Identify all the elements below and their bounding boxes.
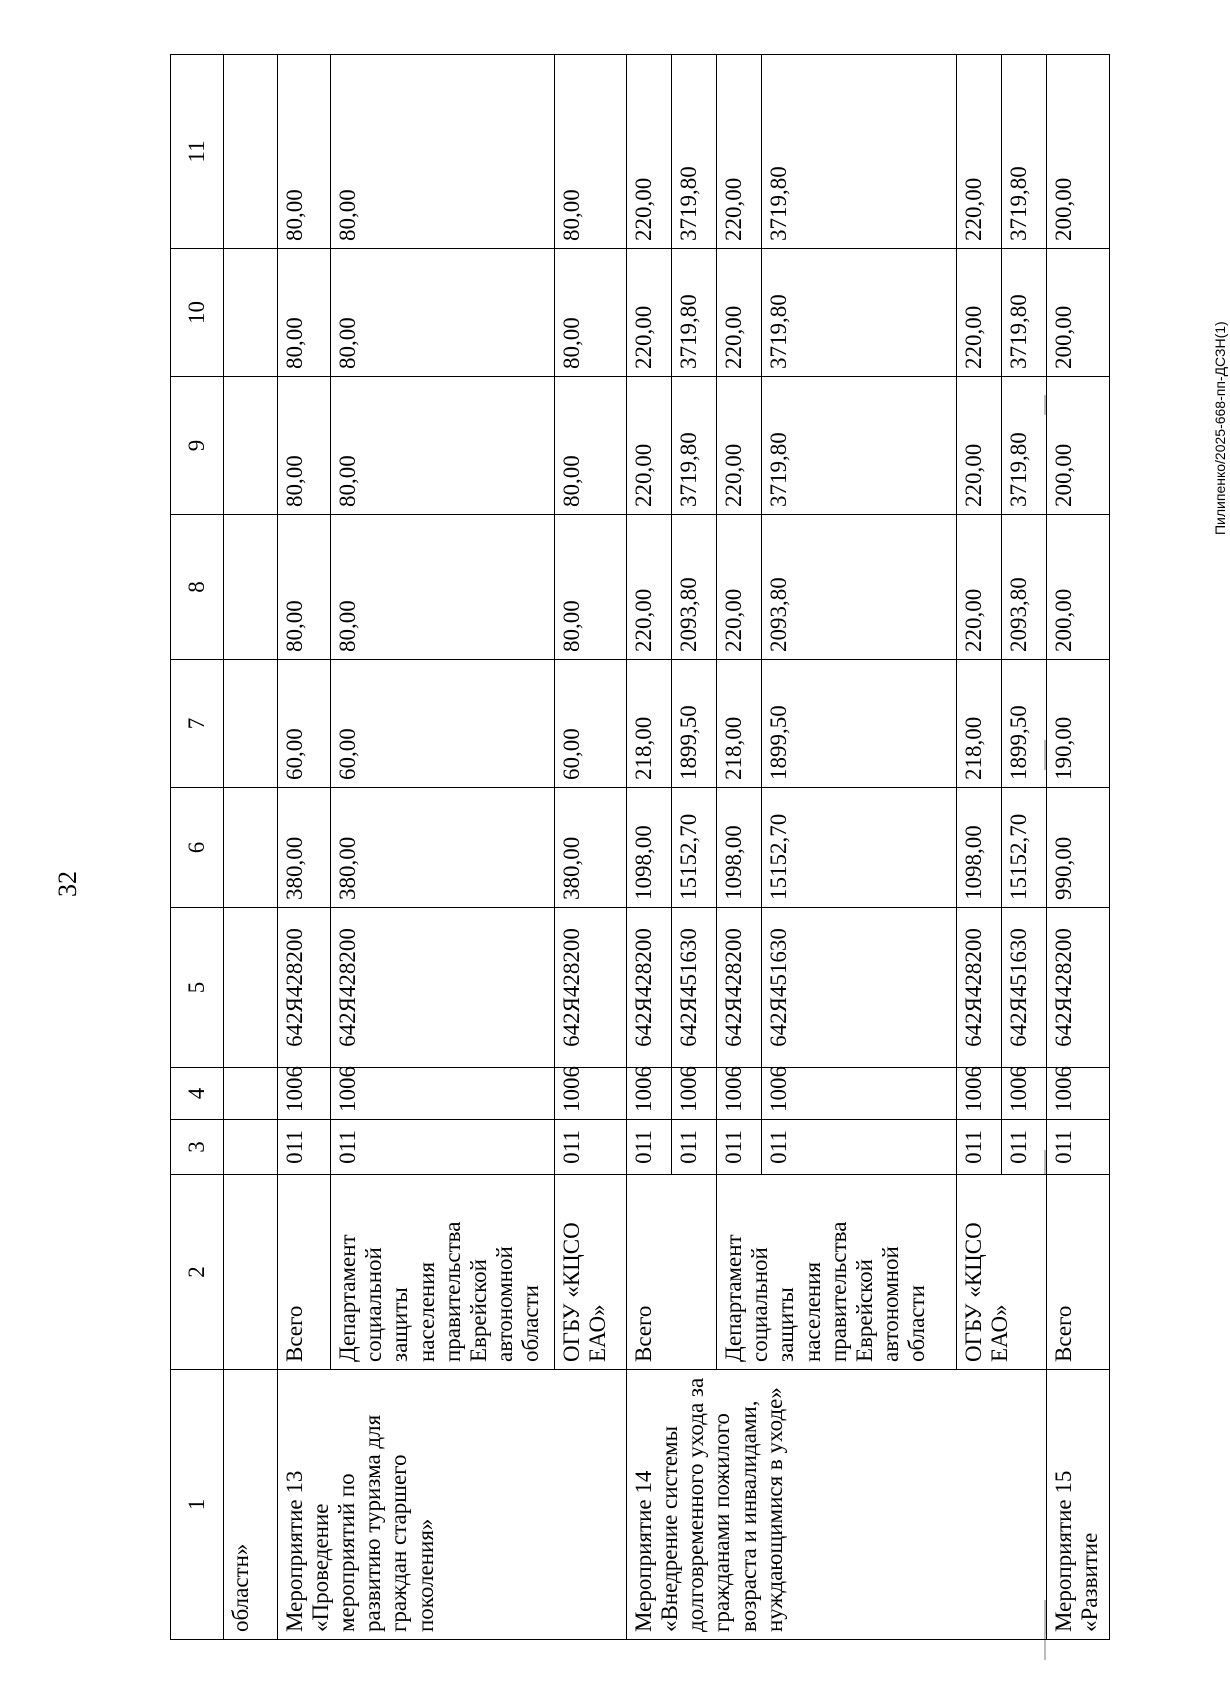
cell: 80,00 <box>277 515 330 660</box>
page-number: 32 <box>53 871 82 897</box>
cell: 80,00 <box>555 515 627 660</box>
cell: 80,00 <box>277 377 330 515</box>
cell: 642Я428200 <box>277 908 330 1068</box>
cell: 011 <box>626 1120 671 1175</box>
empty-cell <box>224 249 277 377</box>
cell: 1006 <box>277 1068 330 1120</box>
cell: 642Я428200 <box>555 908 627 1068</box>
cell: 200,00 <box>1046 55 1109 249</box>
cell: 220,00 <box>716 249 761 377</box>
table-row <box>224 55 277 1640</box>
cell: 642Я428200 <box>626 908 671 1068</box>
cell: 990,00 <box>1046 788 1109 908</box>
cell: 3719,80 <box>671 377 716 515</box>
cell: 3719,80 <box>1001 55 1046 249</box>
cell: 220,00 <box>626 249 671 377</box>
cell: Всего <box>626 1175 716 1370</box>
cell: 218,00 <box>716 660 761 788</box>
cell: 1899,50 <box>762 660 957 788</box>
cell: Всего <box>277 1175 330 1370</box>
activity-15-title: Мероприятие 15 «Развитие <box>1046 1370 1109 1640</box>
col-header: 2 <box>171 1175 224 1370</box>
cell: 80,00 <box>555 377 627 515</box>
cell: 80,00 <box>330 249 554 377</box>
cell: 220,00 <box>716 515 761 660</box>
empty-cell <box>224 377 277 515</box>
cell: 1006 <box>626 1068 671 1120</box>
cell: 3719,80 <box>1001 377 1046 515</box>
cell: 3719,80 <box>762 377 957 515</box>
cell: 1098,00 <box>716 788 761 908</box>
cell: 218,00 <box>626 660 671 788</box>
cell: 220,00 <box>626 515 671 660</box>
cell: 011 <box>555 1120 627 1175</box>
cell: 011 <box>277 1120 330 1175</box>
col-header: 8 <box>171 515 224 660</box>
cell: 15152,70 <box>762 788 957 908</box>
cell: 220,00 <box>956 515 1001 660</box>
cell: 1006 <box>762 1068 957 1120</box>
cell: 642Я428200 <box>716 908 761 1068</box>
cell: 60,00 <box>555 660 627 788</box>
cell: 220,00 <box>956 249 1001 377</box>
budget-table <box>170 54 1110 1640</box>
cell: 60,00 <box>277 660 330 788</box>
cell: 220,00 <box>956 55 1001 249</box>
col-header: 9 <box>171 377 224 515</box>
table-header-row <box>171 55 224 1640</box>
cell: 200,00 <box>1046 249 1109 377</box>
cell: 011 <box>956 1120 1001 1175</box>
table-row <box>626 55 671 1640</box>
table-row <box>1046 55 1109 1640</box>
cell: 80,00 <box>330 55 554 249</box>
cell: 3719,80 <box>1001 249 1046 377</box>
cell: ОГБУ «КЦСО ЕАО» <box>555 1175 627 1370</box>
cell: 218,00 <box>956 660 1001 788</box>
cell: Департамент социальной защиты населения правительства Еврейской автономной области <box>330 1175 554 1370</box>
cell: Всего <box>1046 1175 1109 1370</box>
cell: 380,00 <box>555 788 627 908</box>
cell: 2093,80 <box>671 515 716 660</box>
cell: 1098,00 <box>956 788 1001 908</box>
cell: 1006 <box>671 1068 716 1120</box>
cell: 80,00 <box>277 55 330 249</box>
cell: 60,00 <box>330 660 554 788</box>
cell: 1006 <box>555 1068 627 1120</box>
col-header: 5 <box>171 908 224 1068</box>
cell: 011 <box>1001 1120 1046 1175</box>
cell: ОГБУ «КЦСО ЕАО» <box>956 1175 1046 1370</box>
cell: 380,00 <box>330 788 554 908</box>
continuation-cell: областн» <box>224 1370 277 1640</box>
cell: 2093,80 <box>1001 515 1046 660</box>
cell: 1899,50 <box>671 660 716 788</box>
cell: 3719,80 <box>762 249 957 377</box>
cell: 1006 <box>1001 1068 1046 1120</box>
cell: 011 <box>1046 1120 1109 1175</box>
cell: 220,00 <box>626 55 671 249</box>
cell: 1899,50 <box>1001 660 1046 788</box>
cell: 200,00 <box>1046 515 1109 660</box>
activity-14-title: Мероприятие 14 «Внедрение системы долговременного ухода за гражданами пожилого возраста и инвалидами, нуждающимися в уходе» <box>626 1370 1046 1640</box>
cell: 80,00 <box>330 515 554 660</box>
empty-cell <box>224 1175 277 1370</box>
cell: 2093,80 <box>762 515 957 660</box>
activity-13-title: Мероприятие 13 «Проведение мероприятий по развитию туризма для граждан старшего поколения» <box>277 1370 626 1640</box>
cell: 1098,00 <box>626 788 671 908</box>
cell: 642Я451630 <box>1001 908 1046 1068</box>
cell: 220,00 <box>716 55 761 249</box>
cell: 80,00 <box>330 377 554 515</box>
cell: 3719,80 <box>762 55 957 249</box>
cell: 220,00 <box>956 377 1001 515</box>
cell: 011 <box>762 1120 957 1175</box>
empty-cell <box>224 1068 277 1120</box>
col-header: 7 <box>171 660 224 788</box>
cell: 80,00 <box>555 249 627 377</box>
col-header: 10 <box>171 249 224 377</box>
cell: 220,00 <box>626 377 671 515</box>
cell: 80,00 <box>277 249 330 377</box>
cell: 011 <box>330 1120 554 1175</box>
empty-cell <box>224 788 277 908</box>
cell: 15152,70 <box>1001 788 1046 908</box>
rotated-table-area <box>170 55 1110 1640</box>
cell: 15152,70 <box>671 788 716 908</box>
cell: 1006 <box>1046 1068 1109 1120</box>
cell: 642Я428200 <box>956 908 1001 1068</box>
cell: 1006 <box>330 1068 554 1120</box>
cell: 3719,80 <box>671 249 716 377</box>
col-header: 1 <box>171 1370 224 1640</box>
empty-cell <box>224 515 277 660</box>
document-stamp: Пилипенко/2025-668-пп-ДСЗН(1) <box>1212 321 1228 535</box>
table-row <box>277 55 330 1640</box>
cell: 1006 <box>716 1068 761 1120</box>
cell: 1006 <box>956 1068 1001 1120</box>
empty-cell <box>224 55 277 249</box>
cell: 200,00 <box>1046 377 1109 515</box>
col-header: 4 <box>171 1068 224 1120</box>
cell: 380,00 <box>277 788 330 908</box>
col-header: 11 <box>171 55 224 249</box>
cell: 642Я451630 <box>671 908 716 1068</box>
cell: 011 <box>716 1120 761 1175</box>
cell: 220,00 <box>716 377 761 515</box>
cell: Департамент социальной защиты населения правительства Еврейской автономной области <box>716 1175 956 1370</box>
cell: 011 <box>671 1120 716 1175</box>
cell: 3719,80 <box>671 55 716 249</box>
cell: 80,00 <box>555 55 627 249</box>
empty-cell <box>224 1120 277 1175</box>
cell: 642Я451630 <box>762 908 957 1068</box>
empty-cell <box>224 660 277 788</box>
cell: 190,00 <box>1046 660 1109 788</box>
col-header: 6 <box>171 788 224 908</box>
cell: 642Я428200 <box>1046 908 1109 1068</box>
col-header: 3 <box>171 1120 224 1175</box>
empty-cell <box>224 908 277 1068</box>
cell: 642Я428200 <box>330 908 554 1068</box>
